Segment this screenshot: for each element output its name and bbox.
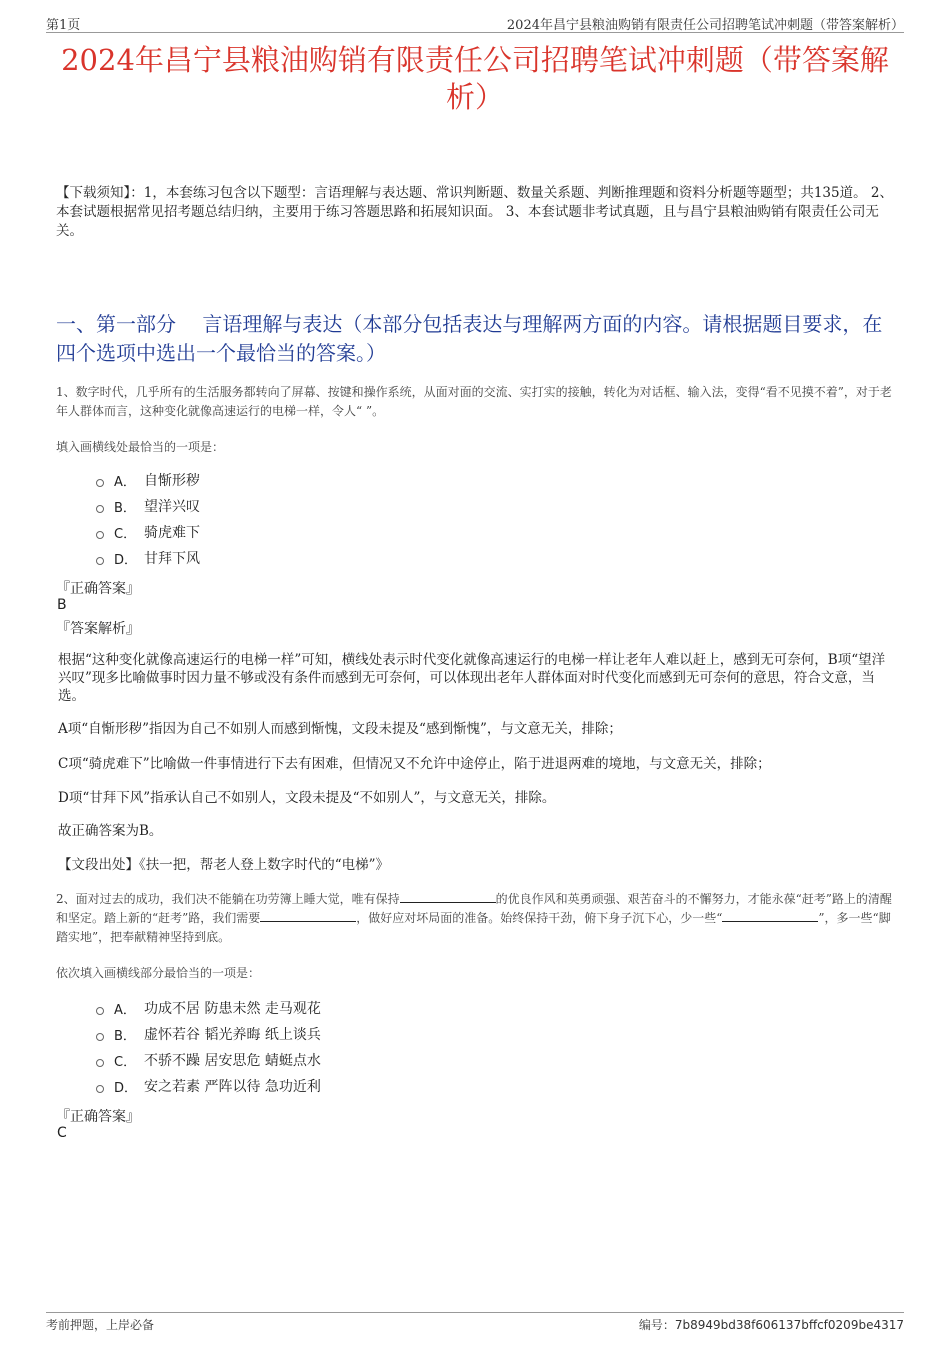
- option-a[interactable]: A． 功成不居 防患未然 走马观花: [96, 995, 321, 1021]
- radio-icon[interactable]: [96, 505, 104, 513]
- page-footer: [46, 1312, 904, 1332]
- question-1-options: [96, 467, 200, 571]
- analysis-paragraph: A项“自惭形秽”指因为自己不如别人而感到惭愧，文段未提及“感到惭愧”，与文意无关，排除；: [58, 721, 622, 737]
- analysis-source: 【文段出处】《扶一把，帮老人登上数字时代的“电梯”》: [58, 857, 390, 873]
- radio-icon[interactable]: [96, 1059, 104, 1067]
- answer-value: C: [57, 1125, 67, 1141]
- option-a[interactable]: A． 自惭形秽: [96, 467, 200, 493]
- question-2-instruction: 依次填入画横线部分最恰当的一项是：: [56, 966, 261, 980]
- question-1-instruction: 填入画横线处最恰当的一项是：: [56, 440, 225, 454]
- fill-blank: [722, 909, 818, 922]
- header-doc-title: 2024年昌宁县粮油购销有限责任公司招聘笔试冲刺题（带答案解析）: [506, 18, 904, 33]
- analysis-conclusion: 故正确答案为B。: [58, 823, 163, 839]
- analysis-paragraph: 根据“这种变化就像高速运行的电梯一样”可知，横线处表示时代变化就像高速运行的电梯一样让老年人难以赶上，感到无可奈何，B项“望洋兴叹”现多比喻做事时因力量不够或没有条件而感到无可奈何，可以体现出老年人群体面对时代变化而感到无可奈何的意思，符合文意，当选。: [58, 652, 886, 704]
- option-b[interactable]: B． 望洋兴叹: [96, 493, 200, 519]
- option-d[interactable]: D． 安之若素 严阵以待 急功近利: [96, 1073, 321, 1099]
- page-number: 第1页: [46, 18, 81, 33]
- question-2-options: [96, 995, 321, 1099]
- option-b[interactable]: B． 虚怀若谷 韬光养晦 纸上谈兵: [96, 1021, 321, 1047]
- radio-icon[interactable]: [96, 557, 104, 565]
- radio-icon[interactable]: [96, 1085, 104, 1093]
- radio-icon[interactable]: [96, 531, 104, 539]
- analysis-paragraph: D项“甘拜下风”指承认自己不如别人，文段未提及“不如别人”，与文意无关，排除。: [58, 790, 556, 806]
- option-c[interactable]: C． 不骄不躁 居安思危 蜻蜓点水: [96, 1047, 321, 1073]
- footer-slogan: 考前押题，上岸必备: [46, 1318, 155, 1332]
- fill-blank: [400, 890, 496, 903]
- answer-label: 『正确答案』: [56, 581, 140, 597]
- radio-icon[interactable]: [96, 1007, 104, 1015]
- option-c[interactable]: C． 骑虎难下: [96, 519, 200, 545]
- document-title: 2024年昌宁县粮油购销有限责任公司招聘笔试冲刺题（带答案解析）: [61, 43, 889, 114]
- option-d[interactable]: D． 甘拜下风: [96, 545, 200, 571]
- analysis-paragraph: C项“骑虎难下”比喻做一件事情进行下去有困难，但情况又不允许中途停止，陷于进退两难的境地，与文意无关，排除；: [58, 756, 771, 772]
- question-2-stem: 2、面对过去的成功，我们决不能躺在功劳簿上睡大觉，唯有保持 的优良作风和英勇顽强、艰苦奋斗的不懈努力，才能永葆“赶考”路上的清醒和坚定。踏上新的“赶考”路，我们需要 ，做好应对坏局面的准备。始终保持干劲，俯下身子沉下心，少一些“ ”，多一些“脚踏实地”，把奉献精神坚持到底。: [56, 892, 892, 944]
- footer-code: 编号：7b8949bd38f606137bffcf0209be4317: [638, 1318, 904, 1332]
- fill-blank: [260, 909, 356, 922]
- analysis-label: 『答案解析』: [56, 621, 140, 637]
- answer-label: 『正确答案』: [56, 1109, 140, 1125]
- answer-value: B: [57, 597, 67, 613]
- section-heading: 一、第一部分 言语理解与表达（本部分包括表达与理解两方面的内容。请根据题目要求，在四个选项中选出一个最恰当的答案。）: [56, 312, 883, 365]
- page-header: [46, 14, 904, 33]
- question-1-stem: 1、数字时代，几乎所有的生活服务都转向了屏幕、按键和操作系统，从面对面的交流、实打实的接触，转化为对话框、输入法，变得“看不见摸不着”，对于老年人群体而言，这种变化就像高速运行的电梯一样，令人“ ”。: [56, 385, 892, 418]
- radio-icon[interactable]: [96, 479, 104, 487]
- download-notice: 【下载须知】：1，本套练习包含以下题型：言语理解与表达题、常识判断题、数量关系题、判断推理题和资料分析题等题型；共135道。 2、本套试题根据常见招考题总结归纳，主要用于练习答题思路和拓展知识面。 3、本套试题非考试真题，且与昌宁县粮油购销有限责任公司无关。: [56, 185, 893, 239]
- radio-icon[interactable]: [96, 1033, 104, 1041]
